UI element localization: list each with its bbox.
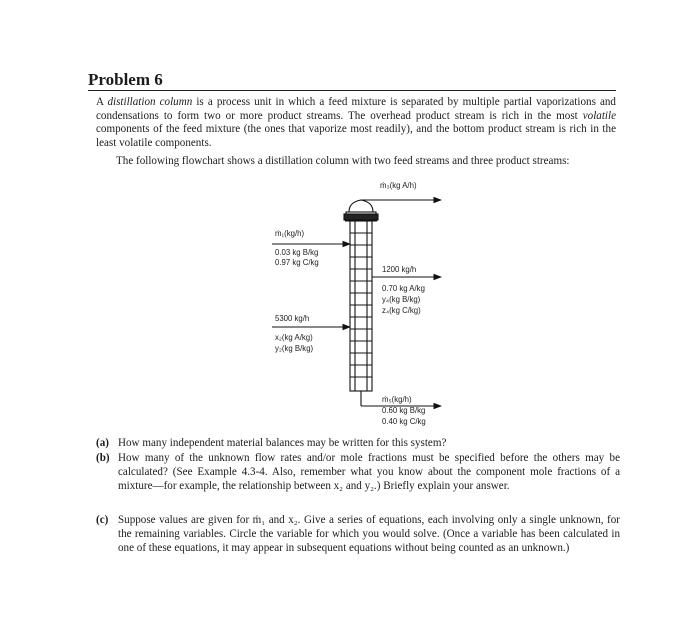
- question-c-label: (c): [96, 514, 109, 526]
- stream4-b-fraction: y₄(kg B/kg): [382, 295, 421, 304]
- problem-title: Problem 6: [88, 70, 163, 89]
- question-a-text: How many independent material balances may be written for this system?: [118, 437, 447, 449]
- intro-term-volatile: volatile: [582, 109, 616, 122]
- stream2-b-fraction: y₂(kg B/kg): [275, 344, 314, 353]
- stream3-label: ṁ₃(kg A/h): [380, 181, 417, 190]
- stream5-b-fraction: 0.60 kg B/kg: [382, 406, 426, 415]
- stream4-a-fraction: 0.70 kg A/kg: [382, 284, 425, 293]
- stream1-c-fraction: 0.97 kg C/kg: [275, 258, 319, 267]
- intro-text-a: A: [96, 96, 108, 108]
- question-b: [96, 452, 620, 494]
- question-c-text: Suppose values are given for ṁ₁ and x₂. Give a series of equations, each involving only a single unknown, for the remaining variables. Circle the variable for which you would solve. (Once a variable has been calculated in one of these equations, it may appear in subsequent equations without being counted as an unknown.): [118, 514, 620, 554]
- intro-text-b: is a process unit in which a feed mixture is separated by multiple partial vaporizations and condensations to form two or more product streams. The overhead product stream is rich in the most: [96, 96, 616, 122]
- intro-term-distillation-column: distillation column: [107, 96, 193, 108]
- lead-in-paragraph: The following flowchart shows a distillation column with two feed streams and three product streams:: [116, 155, 570, 167]
- column-dome: [349, 200, 373, 212]
- question-a-label: (a): [96, 437, 109, 449]
- stream5-c-fraction: 0.40 kg C/kg: [382, 417, 426, 426]
- question-a: [96, 437, 620, 451]
- intro-text-c: components of the feed mixture (the ones that vaporize most readily), and the bottom product stream is rich in the least volatile components.: [96, 123, 616, 149]
- question-b-label: (b): [96, 452, 110, 464]
- question-c: [96, 514, 620, 556]
- stream4-c-fraction: z₄(kg C/kg): [382, 306, 421, 315]
- column-body: [344, 200, 378, 406]
- stream2-label: 5300 kg/h: [275, 314, 310, 323]
- stream1-b-fraction: 0.03 kg B/kg: [275, 248, 319, 257]
- question-b-text: How many of the unknown flow rates and/or mole fractions must be specified before the others may be calculated? (See Example 4.3-4. Also, remember what you know about the component mole fractions of a mixture—for example, the relationship between x₂ and y₂.) Briefly explain your answer.: [118, 452, 620, 492]
- stream1-label: ṁ₁(kg/h): [275, 229, 305, 238]
- stream4-label: 1200 kg/h: [382, 265, 417, 274]
- stream2-a-fraction: x₂(kg A/kg): [275, 333, 313, 342]
- stream5-label: ṁ₅(kg/h): [382, 395, 412, 404]
